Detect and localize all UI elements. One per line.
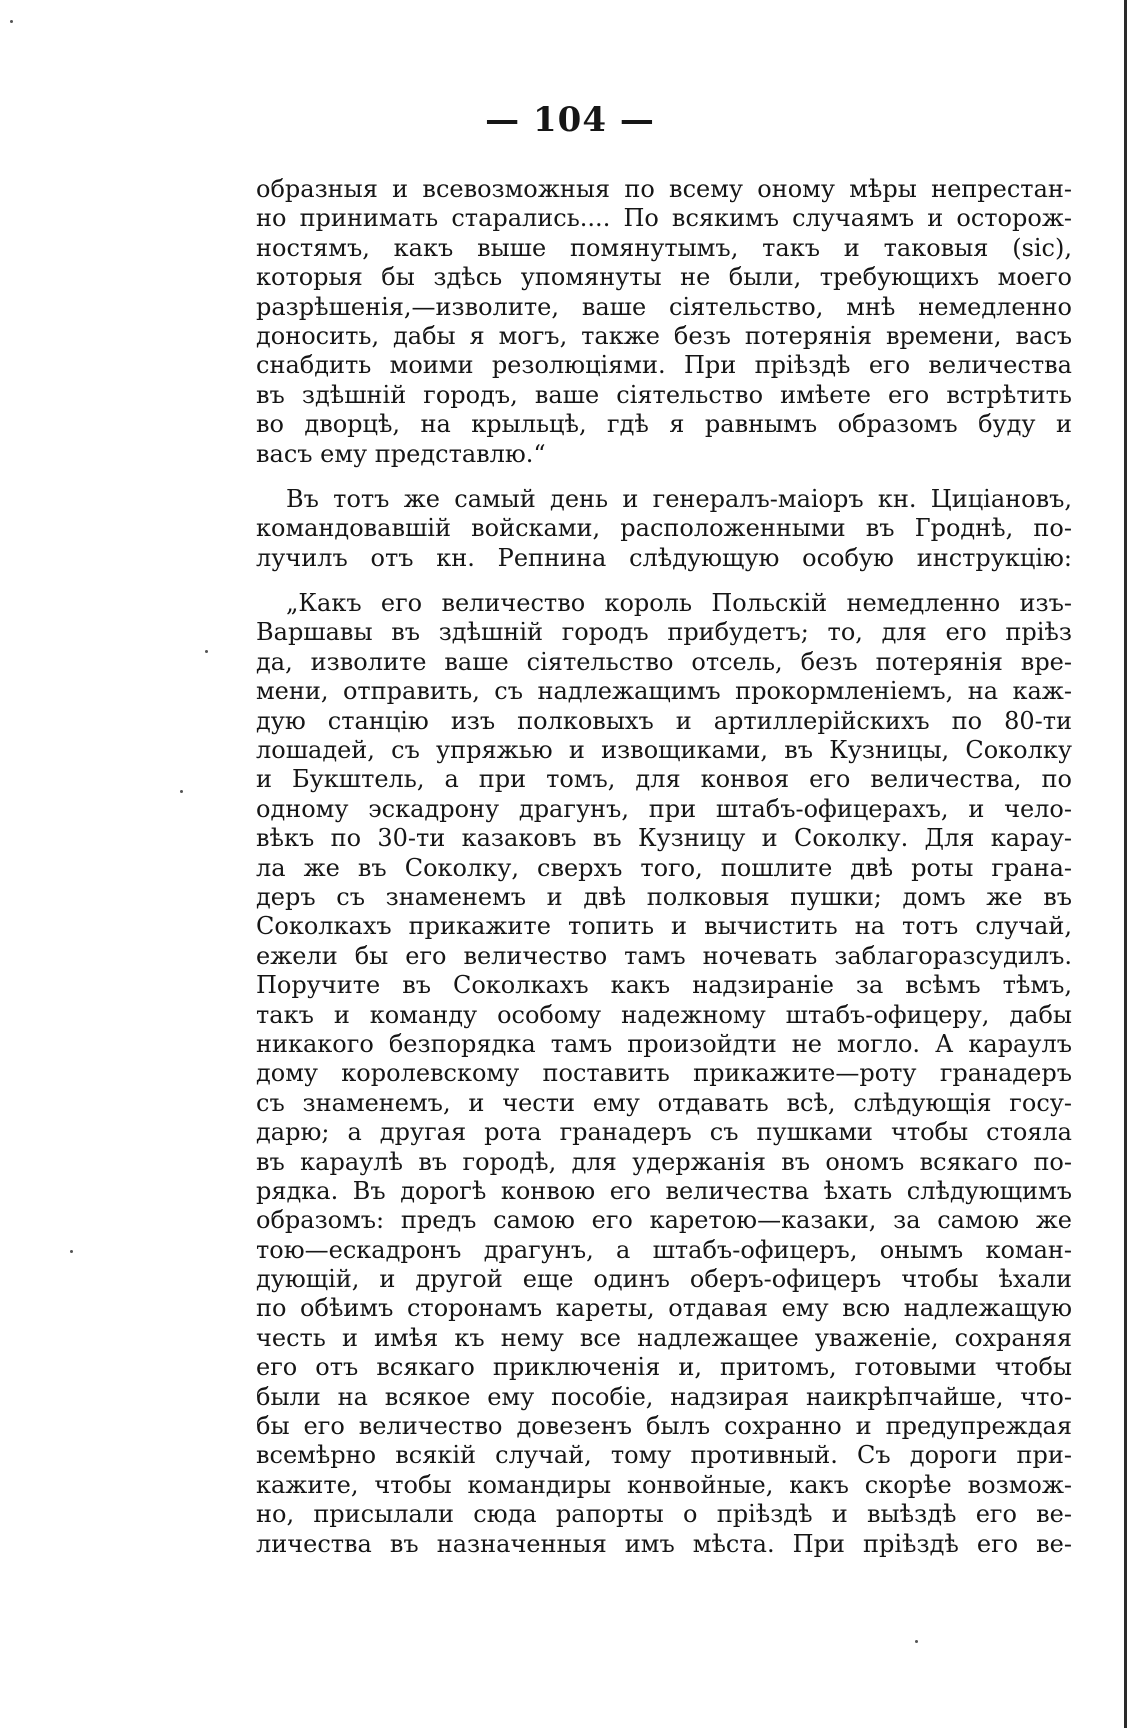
text-line: дому королевскому поставить прикажите—роту гранадеръ: [256, 1059, 1072, 1088]
text-line: бы его величество довезенъ былъ сохранно и предупреждая: [256, 1412, 1072, 1441]
text-line: „Какъ его величество король Польскій немедленно изъ-: [286, 589, 1072, 618]
body-text: [256, 175, 1072, 1559]
page-number: — 104 —: [485, 100, 655, 140]
scan-speck: [915, 1640, 918, 1643]
text-line: дую станцію изъ полковыхъ и артиллерійскихъ по 80-ти: [256, 706, 1072, 735]
text-line: Въ тотъ же самый день и генералъ-маіоръ кн. Циціановъ,: [286, 484, 1072, 513]
text-line: кажите, чтобы командиры конвойные, какъ скорѣе возмож-: [256, 1470, 1072, 1499]
paragraph-gap: [256, 469, 1072, 485]
page-edge-rule: [1124, 0, 1127, 1728]
text-line: мени, отправить, съ надлежащимъ прокормленіемъ, на каж-: [256, 677, 1072, 706]
paragraph-gap: [256, 573, 1072, 589]
paragraph-1: [256, 175, 1072, 469]
text-line: васъ ему представлю.“: [256, 439, 546, 468]
text-line: которыя бы здѣсь упомянуты не были, требующихъ моего: [256, 263, 1072, 292]
text-line: дарю; а другая рота гранадеръ съ пушками чтобы стояла: [256, 1118, 1072, 1147]
scan-speck: [180, 790, 183, 793]
paragraph-3: [256, 589, 1072, 1559]
text-line: доносить, дабы я могъ, также безъ потерянія времени, васъ: [256, 321, 1072, 350]
text-line: но принимать старались.... По всякимъ случаямъ и осторож-: [256, 204, 1072, 233]
text-line: въ здѣшній городъ, ваше сіятельство имѣете его встрѣтить: [256, 380, 1072, 409]
scan-speck: [70, 1250, 73, 1253]
text-line: рядка. Въ дорогѣ конвою его величества ѣхать слѣдующимъ: [256, 1176, 1072, 1205]
text-line: ла же въ Соколку, сверхъ того, пошлите двѣ роты грана-: [256, 853, 1072, 882]
scan-speck: [10, 20, 13, 23]
text-line: образныя и всевозможныя по всему оному мѣры непрестан-: [256, 175, 1072, 203]
text-line: были на всякое ему пособіе, надзирая наикрѣпчайше, что-: [256, 1382, 1072, 1411]
text-line: всемѣрно всякій случай, тому противный. Съ дороги при-: [256, 1441, 1072, 1470]
text-line: но, присылали сюда рапорты о пріѣздѣ и выѣздѣ его ве-: [256, 1500, 1072, 1529]
paragraph-2: [256, 485, 1072, 573]
text-line: честь и имѣя къ нему все надлежащее уваженіе, сохраняя: [256, 1323, 1072, 1352]
text-line: лошадей, съ упряжью и извощиками, въ Кузницы, Соколку: [256, 736, 1072, 765]
text-line: разрѣшенія,—изволите, ваше сіятельство, мнѣ немедленно: [256, 292, 1072, 321]
text-line: такъ и команду особому надежному штабъ-офицеру, дабы: [256, 1000, 1072, 1029]
text-line: снабдить моими резолюціями. При пріѣздѣ его величества: [256, 351, 1072, 380]
text-line: ежели бы его величество тамъ ночевать заблагоразсудилъ.: [256, 941, 1072, 970]
text-line: ностямъ, какъ выше помянутымъ, такъ и таковыя (sic),: [256, 233, 1072, 262]
text-line: во дворцѣ, на крыльцѣ, гдѣ я равнымъ образомъ буду и: [256, 410, 1072, 439]
text-line: въ караулѣ въ городѣ, для удержанія въ ономъ всякаго по-: [256, 1147, 1072, 1176]
text-line: вѣкъ по 30-ти казаковъ въ Кузницу и Соколку. Для карау-: [256, 824, 1072, 853]
text-line: никакого безпорядка тамъ произойдти не могло. А караулъ: [256, 1029, 1072, 1058]
text-line: Соколкахъ прикажите топить и вычистить на тотъ случай,: [256, 912, 1072, 941]
text-line: лучилъ отъ кн. Репнина слѣдующую особую инструкцію:: [256, 543, 1072, 572]
text-line: да, изволите ваше сіятельство отсель, безъ потерянія вре-: [256, 647, 1072, 676]
text-line: тою—ескадронъ драгунъ, а штабъ-офицеръ, онымъ коман-: [256, 1235, 1072, 1264]
text-line: личества въ назначенныя имъ мѣста. При пріѣздѣ его ве-: [256, 1529, 1072, 1558]
text-line: дующій, и другой еще одинъ оберъ-офицеръ чтобы ѣхали: [256, 1265, 1072, 1294]
text-line: Поручите въ Соколкахъ какъ надзираніе за всѣмъ тѣмъ,: [256, 971, 1072, 1000]
text-line: по обѣимъ сторонамъ кареты, отдавая ему всю надлежащую: [256, 1294, 1072, 1323]
text-line: образомъ: предъ самою его каретою—казаки, за самою же: [256, 1206, 1072, 1235]
scan-speck: [205, 650, 208, 653]
text-line: его отъ всякаго приключенія и, притомъ, готовыми чтобы: [256, 1353, 1072, 1382]
text-line: деръ съ знаменемъ и двѣ полковыя пушки; домъ же въ: [256, 882, 1072, 911]
text-line: одному эскадрону драгунъ, при штабъ-офицерахъ, и чело-: [256, 794, 1072, 823]
text-line: командовавшій войсками, расположенными въ Гроднѣ, по-: [256, 514, 1072, 543]
text-line: Варшавы въ здѣшній городъ прибудетъ; то, для его пріѣз: [256, 618, 1072, 647]
text-line: съ знаменемъ, и чести ему отдавать всѣ, слѣдующія госу-: [256, 1088, 1072, 1117]
text-line: и Букштель, а при томъ, для конвоя его величества, по: [256, 765, 1072, 794]
